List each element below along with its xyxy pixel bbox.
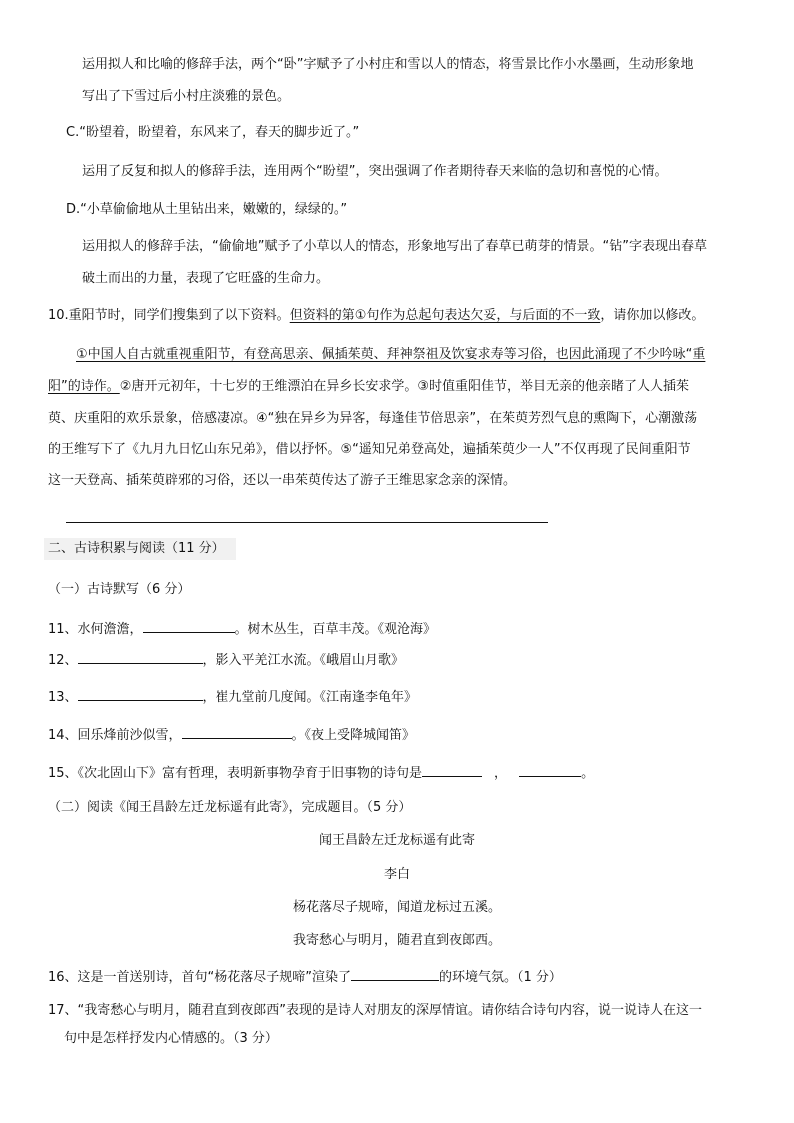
q16 — [48, 968, 562, 984]
q16-end: 的环境气氛。（1 分） — [439, 970, 562, 985]
q17-line1: 17、“我寄愁心与明月，随君直到夜郎西”表现的是诗人对朋友的深厚情谊。请你结合诗句内容，说一说诗人在这一 — [48, 1003, 703, 1018]
q15-comma: ， — [494, 766, 508, 781]
section2-part1-heading: （一）古诗默写（6 分） — [48, 582, 191, 597]
q10-stem-start: 10.重阳节时，同学们搜集到了以下资料。 — [48, 308, 290, 323]
q14-start: 14、回乐烽前沙似雪， — [48, 728, 182, 743]
q11-start: 11、水何澹澹， — [48, 622, 143, 637]
q9-option-d-explanation-line1: 运用拟人的修辞手法，“偷偷地”赋予了小草以人的情态，形象地写出了春草已萌芽的情景。“钻”字表现出春草 — [82, 239, 707, 254]
q10-sentence1-part1: ①中国人自古就重视重阳节，有登高思亲、佩插茱萸、拜神祭祖及饮宴求寿等习俗，也因此涌现了不少吟咏“重 — [76, 347, 706, 362]
q12-start: 12、 — [48, 653, 78, 668]
q13 — [48, 688, 417, 704]
q15-end: 。 — [581, 766, 595, 781]
q10-passage-line3: 萸、庆重阳的欢乐景象，倍感凄凉。④“独在异乡为异客，每逢佳节倍思亲”，在茱萸芳烈气息的熏陶下，心潮激荡 — [48, 411, 698, 426]
q13-end: ，崔九堂前几度闻。《江南逢李龟年》 — [202, 690, 418, 705]
q9-option-d-explanation-line2: 破土而出的力量，表现了它旺盛的生命力。 — [82, 271, 330, 286]
q14-blank[interactable] — [182, 726, 292, 739]
q11 — [48, 620, 436, 636]
q10-passage-line1 — [76, 348, 705, 361]
q10-sentence1-part2: 阳”的诗作。 — [48, 379, 120, 394]
q15 — [48, 764, 594, 780]
q10-answer-line[interactable] — [66, 522, 548, 523]
section2-title: 二、古诗积累与阅读（11 分） — [48, 541, 225, 556]
q10-stem-underlined: 但资料的第①句作为总起句表达欠妥，与后面的不一致 — [289, 308, 601, 323]
q11-end: 。树木丛生，百草丰茂。《观沧海》 — [234, 622, 437, 637]
q10-passage-line5: 这一天登高、插茱萸辟邪的习俗，还以一串茱萸传达了游子王维思家念亲的深情。 — [48, 473, 517, 488]
q14-end: 。《夜上受降城闻笛》 — [291, 728, 416, 743]
q9-option-c-label: C.“盼望着，盼望着，东风来了，春天的脚步近了。” — [66, 125, 360, 140]
q10-stem — [48, 309, 704, 322]
q15-start: 15、《次北固山下》富有哲理，表明新事物孕育于旧事物的诗句是 — [48, 766, 423, 781]
q17-line2: 句中是怎样抒发内心情感的。（3 分） — [64, 1031, 278, 1046]
q9-option-b-explanation-line2: 写出了下雪过后小村庄淡雅的景色。 — [82, 89, 291, 104]
q12-end: ，影入平羌江水流。《峨眉山月歌》 — [202, 653, 405, 668]
q9-option-b-explanation-line1: 运用拟人和比喻的修辞手法，两个“卧”字赋予了小村庄和雪以人的情态，将雪景比作小水墨画，生动形象地 — [82, 57, 694, 72]
q10-passage-line4: 的王维写下了《九月九日忆山东兄弟》，借以抒怀。⑤“遥知兄弟登高处，遍插茱萸少一人”不仅再现了民间重阳节 — [48, 442, 691, 457]
poem-line1: 杨花落尽子规啼，闻道龙标过五溪。 — [292, 900, 501, 915]
section2-part2-heading: （二）阅读《闻王昌龄左迁龙标遥有此寄》，完成题目。（5 分） — [48, 800, 412, 815]
q13-start: 13、 — [48, 690, 78, 705]
q12 — [48, 651, 404, 667]
poem-author: 李白 — [383, 867, 410, 882]
q16-start: 16、这是一首送别诗，首句“杨花落尽子规啼”渲染了 — [48, 970, 352, 985]
q9-option-c-explanation: 运用了反复和拟人的修辞手法，连用两个“盼望”，突出强调了作者期待春天来临的急切和喜悦的心情。 — [82, 164, 668, 179]
poem-title: 闻王昌龄左迁龙标遥有此寄 — [318, 833, 475, 848]
q15-blank-1[interactable] — [422, 764, 482, 777]
q10-stem-end: ，请你加以修改。 — [600, 308, 705, 323]
q14 — [48, 726, 415, 742]
poem-line2: 我寄愁心与明月，随君直到夜郎西。 — [292, 933, 501, 948]
q12-blank[interactable] — [78, 651, 203, 664]
q9-option-d-label: D.“小草偷偷地从土里钻出来，嫩嫩的，绿绿的。” — [66, 202, 348, 217]
q16-blank[interactable] — [351, 968, 439, 981]
q15-blank-2[interactable] — [519, 764, 581, 777]
q11-blank[interactable] — [143, 620, 235, 633]
q10-passage-line2 — [48, 380, 689, 393]
q13-blank[interactable] — [78, 688, 203, 701]
q10-passage-line2-rest: ②唐开元初年，十七岁的王维漂泊在异乡长安求学。③时值重阳佳节，举目无亲的他亲睹了人人插茱 — [119, 379, 690, 394]
